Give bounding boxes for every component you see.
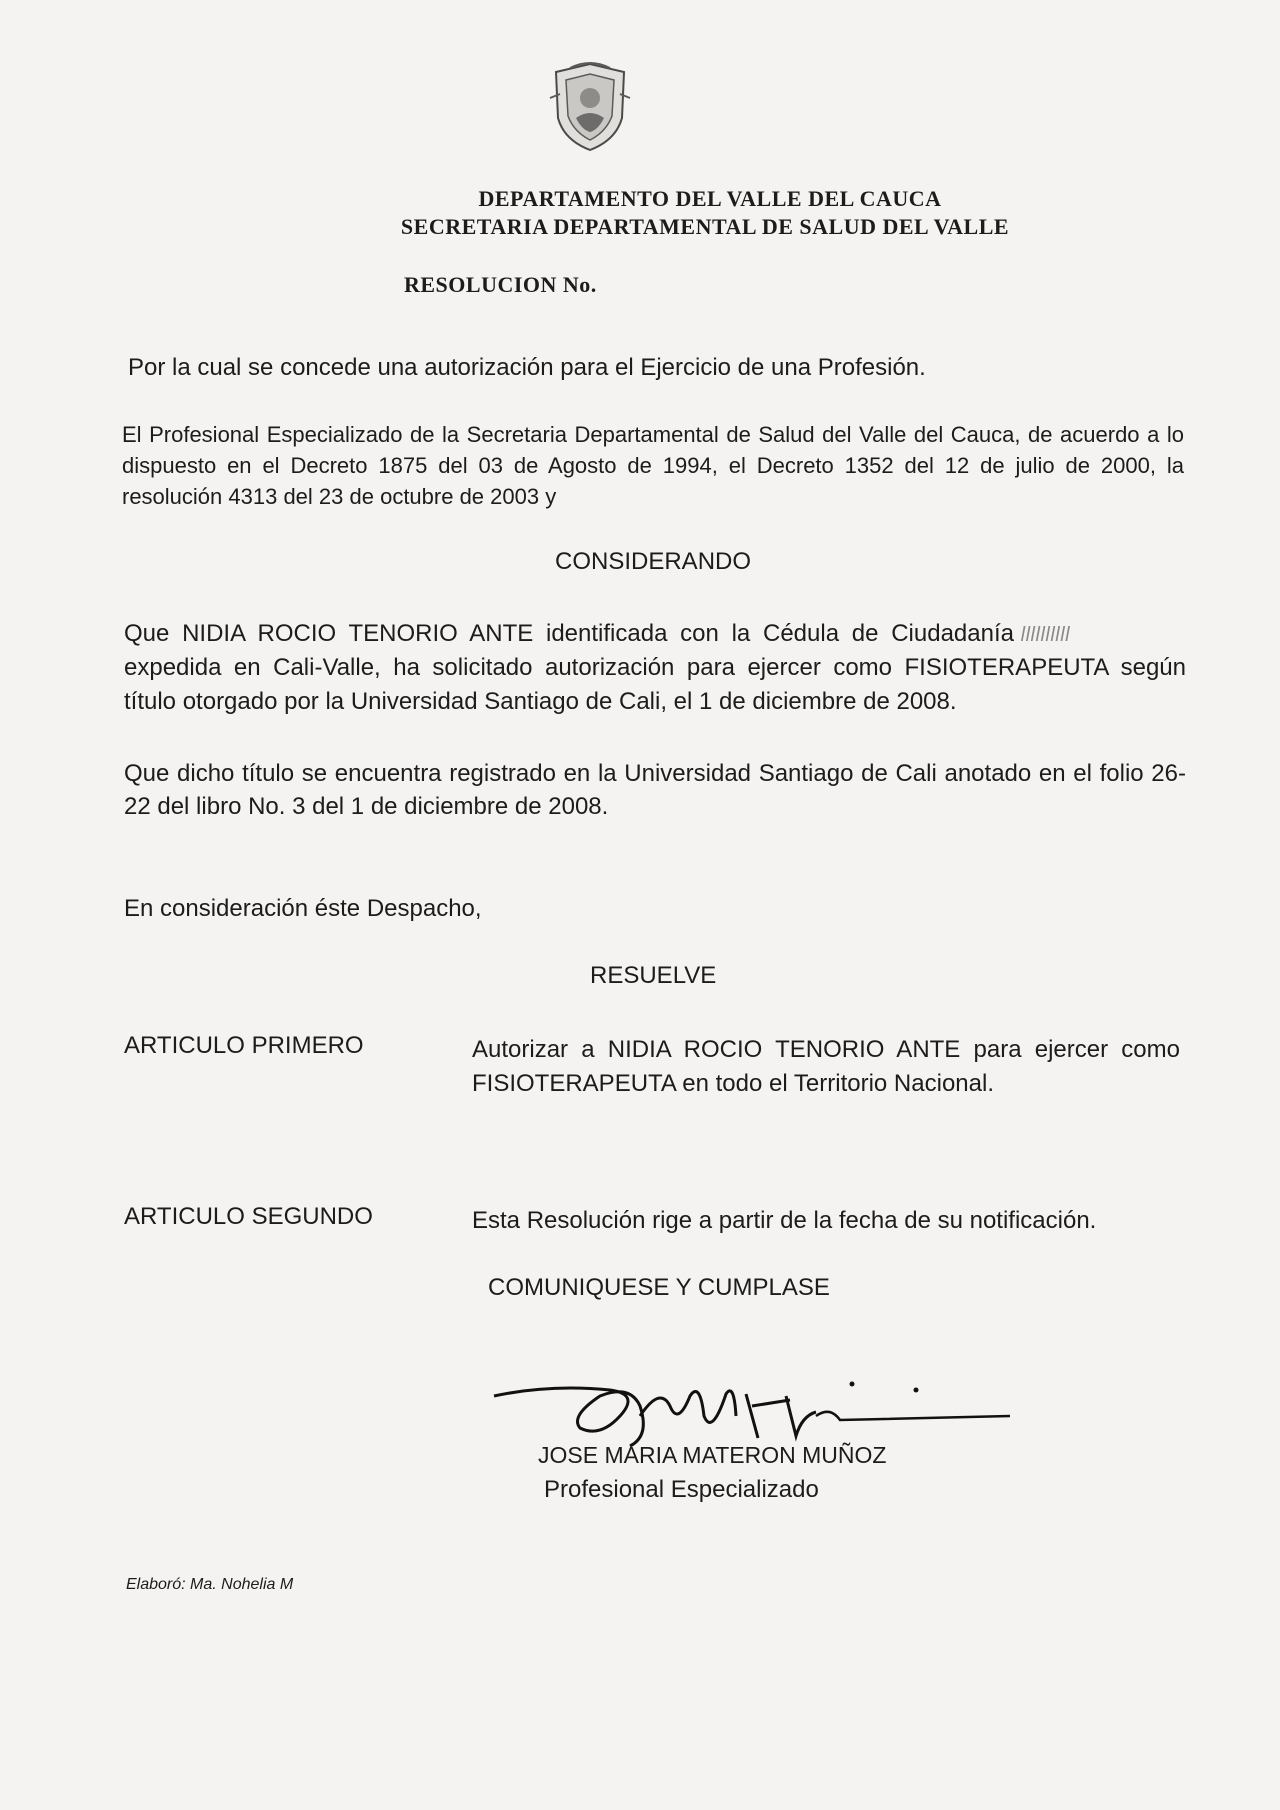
resolution-number: RESOLUCION No.	[404, 272, 597, 297]
considerando-p2-line-2: 22 del libro No. 3 del 1 de diciembre de 2008.	[124, 793, 609, 820]
closing-formula: COMUNIQUESE Y CUMPLASE	[488, 1274, 830, 1301]
signer-name: JOSE MARIA MATERON MUÑOZ	[538, 1442, 887, 1468]
considerando-p1-line-3: título otorgado por la Universidad Santiago de Cali, el 1 de diciembre de 2008.	[124, 688, 957, 715]
article-2-line-1: Esta Resolución rige a partir de la fecha de su notificación.	[472, 1207, 1097, 1234]
preamble-line-1: El Profesional Especializado de la Secretaria Departamental de Salud del Valle del Cauca, de acuerdo a lo	[122, 422, 1184, 447]
article-2-label: ARTICULO SEGUNDO	[124, 1203, 373, 1230]
considerando-heading: CONSIDERANDO	[555, 548, 752, 575]
article-1-line-2: FISIOTERAPEUTA en todo el Territorio Nacional.	[472, 1070, 994, 1097]
resolution-subject: Por la cual se concede una autorización para el Ejercicio de una Profesión.	[128, 354, 926, 381]
signer-title: Profesional Especializado	[544, 1476, 819, 1503]
preamble-line-3: resolución 4313 del 23 de octubre de 2003 y	[122, 484, 557, 509]
considerando-p1-line-2: expedida en Cali-Valle, ha solicitado autorización para ejercer como FISIOTERAPEUTA según	[124, 654, 1186, 681]
article-1-line-1: Autorizar a NIDIA ROCIO TENORIO ANTE para ejercer como	[472, 1036, 1180, 1063]
resuelve-heading: RESUELVE	[590, 962, 717, 989]
coat-of-arms-seal	[546, 58, 634, 154]
consideracion-text: En consideración éste Despacho,	[124, 895, 482, 922]
considerando-p2-line-1: Que dicho título se encuentra registrado en la Universidad Santiago de Cali anotado en el folio 26-	[124, 760, 1186, 787]
article-1-label: ARTICULO PRIMERO	[124, 1032, 364, 1059]
secretariat-heading: SECRETARIA DEPARTAMENTAL DE SALUD DEL VALLE	[400, 214, 1010, 239]
preamble-line-2: dispuesto en el Decreto 1875 del 03 de Agosto de 1994, el Decreto 1352 del 12 de julio de 2000, la	[122, 453, 1184, 478]
considerando-p1-line-1	[124, 618, 1214, 651]
department-heading: DEPARTAMENTO DEL VALLE DEL CAUCA	[478, 186, 942, 211]
redacted-id-number: llllllllll	[1020, 624, 1071, 646]
elaborated-by: Elaboró: Ma. Nohelia M	[126, 1576, 294, 1593]
considerando-p1-text: Que NIDIA ROCIO TENORIO ANTE identificada con la Cédula de Ciudadanía	[124, 620, 1014, 647]
